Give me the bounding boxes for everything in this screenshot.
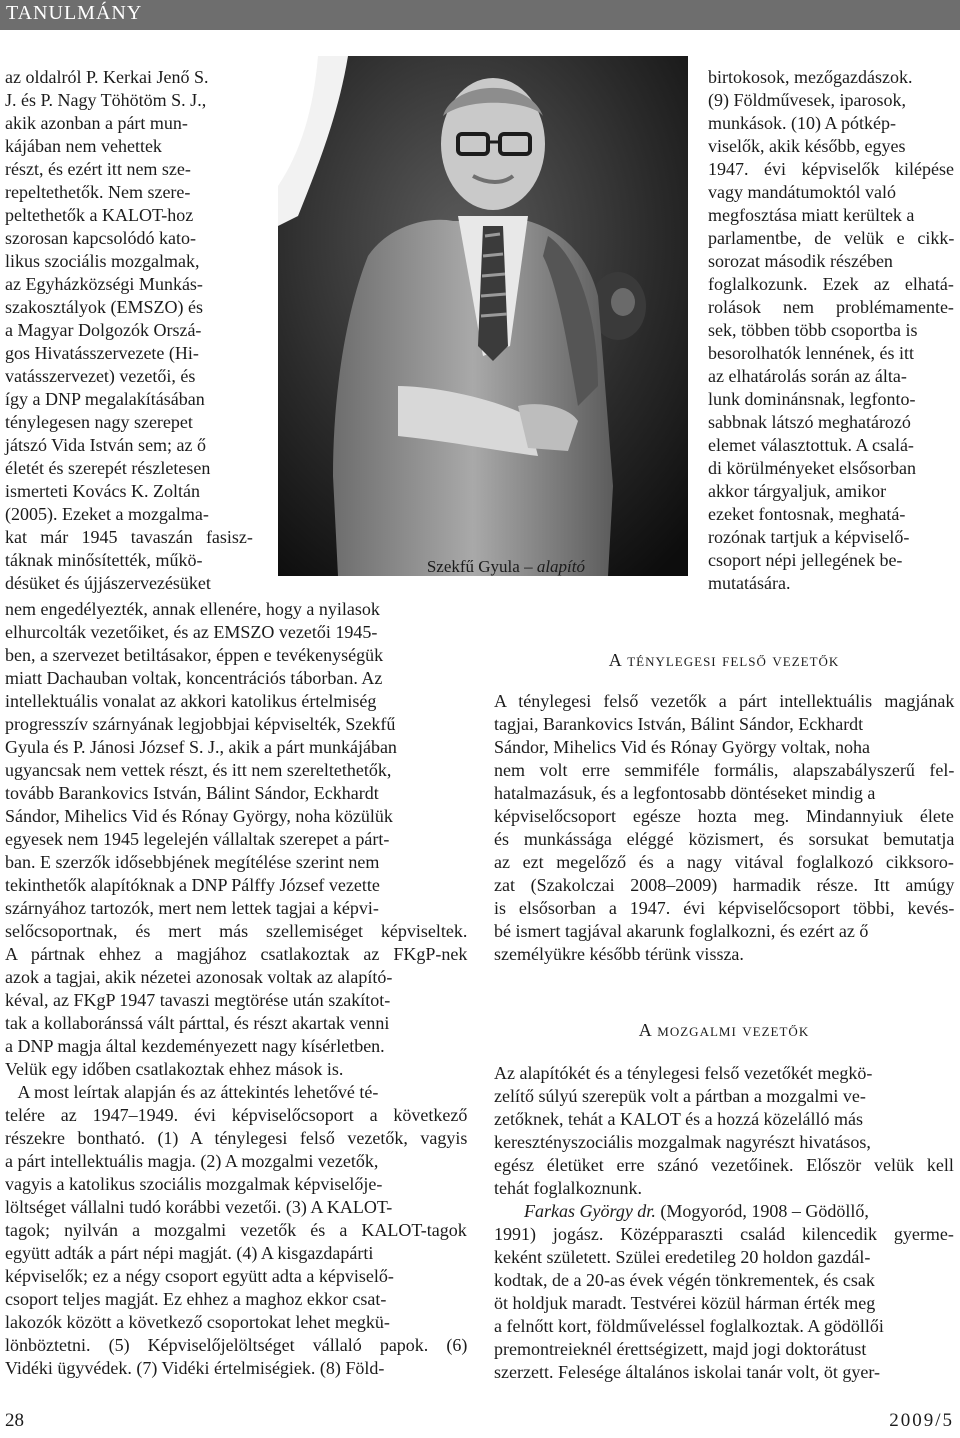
text-line: telére az 1947–1949. évi képviselőcsoport a következő [5,1105,468,1125]
text-line: repeltethetők. Nem szere- [5,182,191,202]
farkas-entry-first-line [494,1200,954,1223]
text-line: tekinthetők alapítóknak a DNP Pálffy József vezette [5,875,380,895]
text-line: és munkássága eléggé közismert, és sorsukat bemutatja [494,829,955,849]
text-line: A pártnak ehhez a magjához csatlakoztak az FKgP-nek [5,944,468,964]
text-line: ténylegesen nagy szerepet [5,412,193,432]
person-birth: (Mogyoród, 1908 – Gödöllő, [655,1201,869,1221]
text-line: sorozat második részében [708,251,893,271]
left-column-upper [5,66,253,595]
text-line: a DNP magja által kezdeményezett nagy kísérletben. [5,1036,385,1056]
text-line: parlamentbe, de velük e cikk- [708,228,955,248]
text-line: mutatására. [708,573,791,593]
text-line: désüket és újjászervezésüket [5,573,211,593]
text-line: vagyis a katolikus szociális mozgalmak képviselője- [5,1174,383,1194]
text-line: selőcsoportnak, és mert más szellemiséget képviseltek. [5,921,468,941]
text-line: lakozók között a következő csoportokat lehet megkü- [5,1312,390,1332]
caption-name: Szekfű Gyula – [426,557,537,576]
text-line: életét és szerepét részletesen [5,458,211,478]
issue-number: 2009/5 [889,1410,954,1431]
portrait-photo [278,56,688,576]
text-line: Gyula és P. Jánosi József S. J., akik a párt munkájában [5,737,397,757]
text-line: is elsősorban a 1947. évi képviselőcsoport többi, kevés- [494,898,955,918]
text-line: birtokosok, mezőgazdászok. [708,67,913,87]
text-line: progresszív szárnyának legjobbjai képviselték, Szekfű [5,714,396,734]
text-line: az Egyházközségi Munkás- [5,274,203,294]
text-line: Sándor, Mihelics Vid és Rónay György, noha közülük [5,806,393,826]
text-line: az oldalról P. Kerkai Jenő S. [5,67,209,87]
text-line: sabbnak látszó meghatározó [708,412,911,432]
right-column-middle [494,690,954,966]
text-line: ugyancsak nem vettek részt, és itt nem szereltethetők, [5,760,392,780]
text-line: J. és P. Nagy Töhötöm S. J., [5,90,207,110]
text-line: részekre bontható. (1) A ténylegesi felső vezetők, vagyis [5,1128,468,1148]
text-line: képviselők; ez a négy csoport együtt adta a képviselő- [5,1266,394,1286]
text-line: nem volt erre semmiféle formális, alapszabályszerű fel- [494,760,955,780]
text-line: személyükre később térünk vissza. [494,944,744,964]
right-column-lower [494,1062,954,1384]
text-line: a felnőtt kort, földműveléssel foglalkoztak. A gödöllői [494,1316,884,1336]
text-line: rolások nem problémamente- [708,297,954,317]
text-line: csoport teljes magját. Ez ehhez a maghoz ekkor csat- [5,1289,387,1309]
photo-caption [395,557,585,577]
text-line: kodtak, de a 20-as évek végén tönkrementek, és csak [494,1270,875,1290]
section-heading-mozgalmi-vezetok: A mozgalmi vezetők [638,1020,810,1040]
text-line: tovább Barankovics István, Bálint Sándor, Eckhardt [5,783,379,803]
text-line: miatt Dachauban voltak, koncentrációs táborban. Az [5,668,383,688]
caption-role: alapító [536,557,585,576]
text-line: így a DNP megalakításában [5,389,205,409]
text-line: szárnyához tartozók, mert nem lettek tagjai a képvi- [5,898,379,918]
text-line: keresztényszociális mozgalmak nagyrészt hivatásos, [494,1132,871,1152]
text-line: ban. E szerzők idősebbjének megítélése szerint nem [5,852,380,872]
text-line: Az alapítókét és a ténylegesi felső vezetőkét megkö- [494,1063,873,1083]
text-line: tagjai, Barankovics István, Bálint Sándor, Eckhardt [494,714,864,734]
text-line: elemet választottuk. A csalá- [708,435,914,455]
text-line: akik azonban a párt mun- [5,113,188,133]
text-line: vagy mandátumoktól való [708,182,896,202]
text-line: likus szociális mozgalmak, [5,251,200,271]
text-line: hatalmazásuk, és a legfontosabb döntéseket mindig a [494,783,876,803]
page-number: 28 [5,1410,24,1431]
text-line: 1947. évi képviselők kilépése [708,159,954,179]
text-line: kat már 1945 tavaszán fasisz- [5,527,253,547]
text-line: az elhatárolás során az álta- [708,366,907,386]
text-line: képviselőcsoport egésze hozta meg. Mindannyiuk élete [494,806,954,826]
text-line: szorosan kapcsolódó kato- [5,228,196,248]
text-line: részt, és ezért itt nem sze- [5,159,191,179]
text-line: ben, a szervezet betiltásakor, éppen e tevékenységük [5,645,384,665]
text-line: kéval, az FKgP 1947 tavaszi megtörése után szakítot- [5,990,391,1010]
text-line: intellektuális vonalat az akkori katolikus értelmiség [5,691,377,711]
text-line: kájában nem vehettek [5,136,162,156]
text-line: akkor tárgyaljuk, amikor [708,481,887,501]
text-line: lönböztetni. (5) Képviselőjelöltséget vállaló papok. (6) [5,1335,468,1355]
text-line: egész életüket erre szánó vezetőinek. Először velük kell [494,1155,954,1175]
text-line: peltethetők a KALOT-hoz [5,205,194,225]
text-line: munkások. (10) A pótkép- [708,113,896,133]
text-line: besorolhatók lennének, és itt [708,343,914,363]
text-line: a Magyar Dolgozók Orszá- [5,320,202,340]
text-line: tak a kollaboránssá vált párttal, és részt akartak venni [5,1013,390,1033]
right-column-upper [708,66,954,595]
section-title: TANULMÁNY [6,2,143,24]
text-line: a párt intellektuális magja. (2) A mozgalmi vezetők, [5,1151,379,1171]
section-heading-felso-vezetok: A ténylegesi felső vezetők [608,650,840,670]
text-line: öt holdjuk maradt. Testvérei közül hárman érték meg [494,1293,876,1313]
text-line: egyesek nem 1945 legelején vállaltak szerepet a párt- [5,829,390,849]
text-line: A ténylegesi felső vezetők a párt intellektuális magjának [494,691,955,711]
text-line: elhurcolták vezetőiket, és az EMSZO vezetői 1945- [5,622,378,642]
text-line: Sándor, Mihelics Vid és Rónay György voltak, noha [494,737,870,757]
text-line: játszó Vida István sem; az ő [5,435,207,455]
text-line: di körülményeket elsősorban [708,458,916,478]
text-line: szakosztályok (EMSZO) és [5,297,203,317]
text-line: keként született. Szülei eredetileg 20 holdon gazdál- [494,1247,871,1267]
text-line: tehát foglalkoznunk. [494,1178,642,1198]
text-line: zetőknek, tehát a KALOT és a hozzá közelálló más [494,1109,864,1129]
person-name: Farkas György dr. [524,1201,656,1221]
text-line: táknak minősítették, műkö- [5,550,203,570]
text-line: Velük egy időben csatlakoztak ehhez mások is. [5,1059,344,1079]
text-line: zelítő súlyú szerepük volt a pártban a mozgalmi ve- [494,1086,866,1106]
text-line: ismerteti Kovács K. Zoltán [5,481,200,501]
text-line: löltséget vállalni tudó korábbi vezetői. (3) A KALOT- [5,1197,393,1217]
text-line: azok a tagjai, akik nézetei azonosak voltak az alapító- [5,967,393,987]
text-line: (9) Földművesek, iparosok, [708,90,906,110]
text-line: ezeket fontosnak, meghatá- [708,504,906,524]
text-line: (2005). Ezeket a mozgalma- [5,504,209,524]
left-column-lower [5,598,467,1380]
portrait-image [278,56,688,576]
text-line: lunk dominánsnak, legfonto- [708,389,916,409]
text-line: 1991) jogász. Középparaszti család kilencedik gyerme- [494,1224,954,1244]
text-line: szerzett. Felesége általános iskolai tanár volt, öt gyer- [494,1362,880,1382]
text-line: rozónak tartjuk a képviselő- [708,527,910,547]
text-line: premontreieknél érettségizett, majd jogi doktorátust [494,1339,867,1359]
text-line: zat (Szakolczai 2008–2009) harmadik része. Itt amúgy [494,875,955,895]
text-line: foglalkozunk. Ezek az elhatá- [708,274,954,294]
text-line: együtt adták a párt népi magját. (4) A kisgazdapárti [5,1243,374,1263]
text-line: vatásszervezet) vezetői, és [5,366,196,386]
text-line: Vidéki ügyvédek. (7) Vidéki értelmiségiek. (8) Föld- [5,1358,385,1378]
text-line: megfosztása miatt kerültek a [708,205,915,225]
text-line: az ezt megelőző és a nagy vitával foglalkozó cikksoro- [494,852,954,872]
text-line: A most leírtak alapján és az áttekintés lehetővé té- [5,1082,379,1102]
text-line: tagok; nyilván a mozgalmi vezetők és a KALOT-tagok [5,1220,467,1240]
text-line: viselők, akik később, egyes [708,136,906,156]
text-line: sek, többen több csoportba is [708,320,918,340]
text-line: bé ismert tagjával akarunk foglalkozni, és ezért az ő [494,921,869,941]
text-line: csoport népi jellegének be- [708,550,903,570]
text-line: gos Hivatásszervezete (Hi- [5,343,199,363]
text-line: nem engedélyezték, annak ellenére, hogy a nyilasok [5,599,380,619]
section-header [0,0,960,30]
